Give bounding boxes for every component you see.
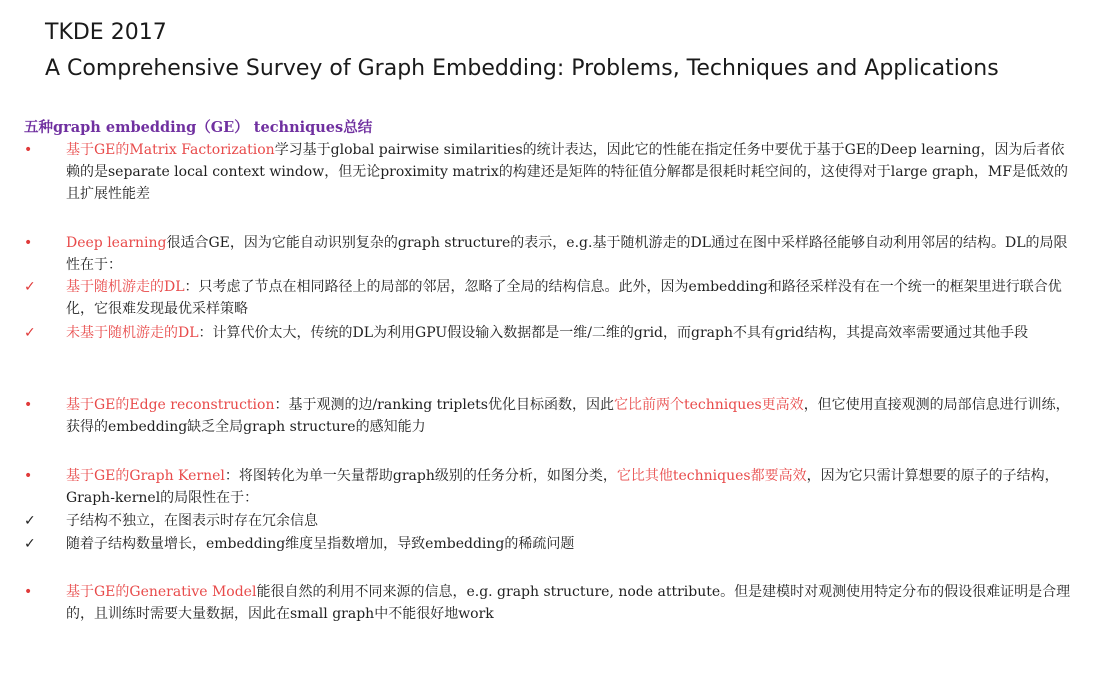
list-item-kernel-limitation-2 (24, 533, 1076, 555)
list-item-matrix-factorization (24, 139, 1076, 205)
item-topic: 基于GE的Graph Kernel (66, 468, 225, 484)
item-text: 子结构不独立，在图表示时存在冗余信息 (66, 513, 318, 529)
item-text: 很适合GE，因为它能自动识别复杂的graph structure的表示，e.g.基于随机游走的DL通过在图中采样路径能够自动利用邻居的结构。DL的局限性在于： (66, 235, 1068, 273)
item-text: ：将图转化为单一矢量帮助graph级别的任务分析，如图分类， (224, 468, 617, 484)
checkmark-icon: ✓ (24, 279, 36, 295)
list-item-graph-kernel (24, 465, 1076, 509)
item-topic: 基于GE的Matrix Factorization (66, 142, 275, 158)
bullet-icon: • (24, 235, 33, 251)
list-item-dl-random-walk (24, 276, 1076, 320)
section-heading: 五种graph embedding（GE） techniques总结 (24, 119, 373, 136)
item-topic: 基于GE的Edge reconstruction (66, 397, 275, 413)
item-text: ：计算代价太大，传统的DL为利用GPU假设输入数据都是一维/二维的grid，而graph不具有grid结构，其提高效率需要通过其他手段 (198, 325, 1029, 341)
item-highlight: 它比其他techniques都要高效 (616, 468, 807, 484)
slide-title-venue: TKDE 2017 (45, 20, 167, 45)
item-topic: Deep learning (66, 235, 167, 251)
item-text-continued: ，但它使用直接观测的局部信息进行训练，获得的embedding缺乏全局graph structure的感知能力 (66, 397, 1070, 435)
item-text: 学习基于global pairwise similarities的统计表达，因此它的性能在指定任务中要优于基于GE的Deep learning，因为后者依赖的是separate local context window，但无论proximity matrix的构建还是矩阵的特征值分解都是很耗时耗空间的，这使得对于large graph，MF是低效的且扩展性能差 (66, 142, 1068, 202)
bullet-icon: • (24, 397, 33, 413)
list-item-generative-model (24, 581, 1076, 625)
item-topic: 基于随机游走的DL (66, 279, 185, 295)
item-text-continued: ，因为它只需计算想要的原子的子结构，Graph-kernel的局限性在于： (66, 468, 1059, 506)
item-topic: 基于GE的Generative Model (66, 584, 257, 600)
bullet-icon: • (24, 142, 33, 158)
checkmark-icon: ✓ (24, 325, 36, 341)
slide-title-paper: A Comprehensive Survey of Graph Embedding: Problems, Techniques and Applications (45, 56, 999, 81)
item-text: 能很自然的利用不同来源的信息，e.g. graph structure, node attribute。但是建模时对观测使用特定分布的假设很难证明是合理的，且训练时需要大量数据，因此在small graph中不能很好地work (66, 584, 1071, 622)
bullet-icon: • (24, 468, 33, 484)
list-item-kernel-limitation-1 (24, 510, 1076, 532)
list-item-edge-reconstruction (24, 394, 1076, 438)
bullet-icon: • (24, 584, 33, 600)
item-text: ：只考虑了节点在相同路径上的局部的邻居，忽略了全局的结构信息。此外，因为embedding和路径采样没有在一个统一的框架里进行联合优化，它很难发现最优采样策略 (66, 279, 1062, 317)
item-highlight: 它比前两个techniques更高效 (613, 397, 804, 413)
item-topic: 未基于随机游走的DL (66, 325, 199, 341)
checkmark-icon: ✓ (24, 536, 36, 552)
list-item-deep-learning (24, 232, 1076, 276)
list-item-dl-non-random-walk (24, 322, 1076, 344)
item-text: 随着子结构数量增长，embedding维度呈指数增加，导致embedding的稀疏问题 (66, 536, 575, 552)
checkmark-icon: ✓ (24, 513, 36, 529)
item-text: ：基于观测的边/ranking triplets优化目标函数，因此 (274, 397, 614, 413)
